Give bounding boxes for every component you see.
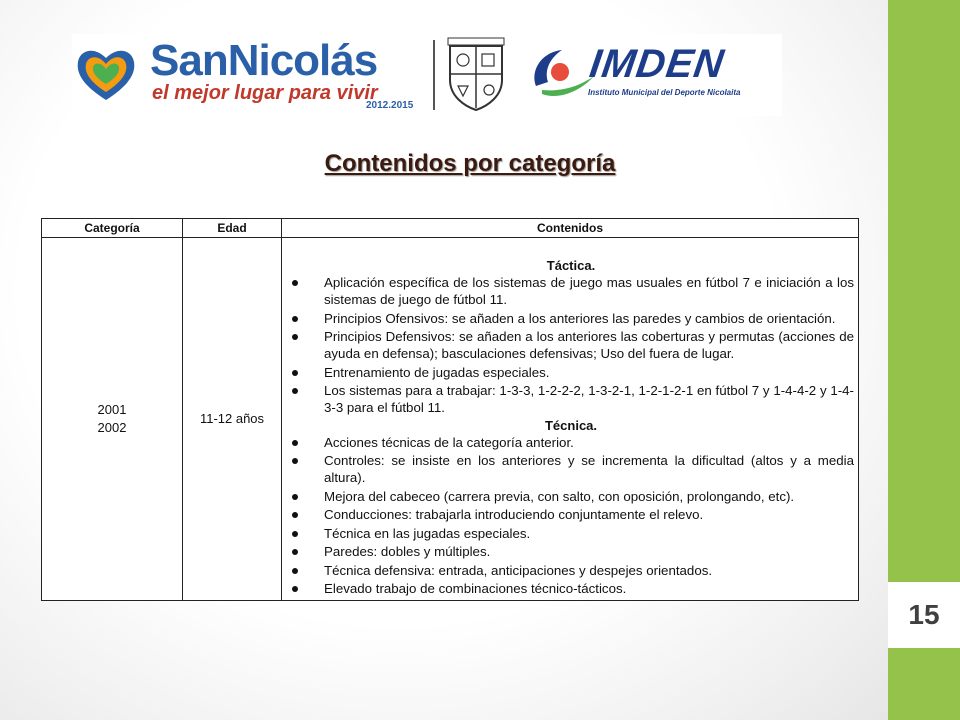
list-item <box>288 452 854 486</box>
bullet-icon <box>292 280 298 286</box>
page-number: 15 <box>908 599 940 630</box>
list-item <box>288 543 854 560</box>
list-item-text: Aplicación específica de los sistemas de juego mas usuales en fútbol 7 e iniciación a los sistemas de juego de fútbol 11. <box>324 275 854 307</box>
list-item <box>288 488 854 505</box>
category-year: 2001 <box>97 401 127 417</box>
logo-banner <box>72 34 782 116</box>
header-age: Edad <box>183 219 282 238</box>
list-item <box>288 364 854 381</box>
list-item <box>288 562 854 579</box>
bullet-icon <box>292 531 298 537</box>
category-year: 2002 <box>97 419 127 435</box>
list-item-text: Conducciones: trabajarla introduciendo conjuntamente el relevo. <box>324 507 704 522</box>
heart-map-icon <box>74 42 138 104</box>
page-number-box <box>888 582 960 648</box>
list-item-text: Elevado trabajo de combinaciones técnico-tácticos. <box>324 581 627 596</box>
list-item <box>288 525 854 542</box>
logo-years: 2012.2015 <box>366 100 414 111</box>
list-item-text: Técnica defensiva: entrada, anticipaciones y despejes orientados. <box>324 562 713 578</box>
bullet-icon <box>292 370 298 376</box>
contents-table <box>41 218 859 601</box>
bullet-icon <box>292 458 298 464</box>
bullet-icon <box>292 512 298 518</box>
imden-subtitle: Instituto Municipal del Deporte Nicolaita <box>588 88 741 97</box>
list-item-text: Técnica en las jugadas especiales. <box>324 525 531 541</box>
list-item <box>288 382 854 416</box>
imden-logo <box>528 40 778 106</box>
bullet-icon <box>292 388 298 394</box>
list-item-text: Controles: se insiste en los anteriores y se incrementa la dificultad (altos y a media altura). <box>324 453 854 485</box>
imden-name: IMDEN <box>586 42 728 86</box>
bullet-icon <box>292 316 298 322</box>
list-item <box>288 310 854 327</box>
header-contents: Contenidos <box>282 219 859 238</box>
list-item-text: Los sistemas para a trabajar: 1-3-3, 1-2-2-2, 1-3-2-1, 1-2-1-2-1 en fútbol 7 y 1-4-4-2 y 1-4-3-3 para el fútbol 11. <box>324 383 854 415</box>
bullet-icon <box>292 334 298 340</box>
list-item-text: Principios Defensivos: se añaden a los anteriores las coberturas y permutas (acciones de ayuda en defensa); basculaciones defensivas; Uso del fuera de lugar. <box>324 329 854 361</box>
logo-divider <box>433 40 435 110</box>
bullet-icon <box>292 586 298 592</box>
bullet-icon <box>292 494 298 500</box>
logo-tagline: el mejor lugar para vivir <box>152 82 378 104</box>
list-item-text: Paredes: dobles y múltiples. <box>324 544 491 559</box>
tactics-list <box>288 274 854 416</box>
list-item <box>288 328 854 362</box>
section-title: Táctica. <box>546 258 596 273</box>
list-item <box>288 506 854 523</box>
list-item-text: Principios Ofensivos: se añaden a los anteriores las paredes y cambios de orientación. <box>324 310 836 326</box>
page-title <box>0 150 940 178</box>
table-header-row <box>42 219 859 238</box>
bullet-icon <box>292 440 298 446</box>
list-item-text: Mejora del cabeceo (carrera previa, con salto, con oposición, prolongando, etc). <box>324 488 795 504</box>
bullet-icon <box>292 549 298 555</box>
list-item <box>288 274 854 308</box>
municipal-seal-icon <box>442 36 510 112</box>
page-title-text: Contenidos por categoría <box>324 150 616 177</box>
list-item <box>288 434 854 451</box>
list-item-text: Acciones técnicas de la categoría anterior. <box>324 434 574 450</box>
bullet-icon <box>292 568 298 574</box>
age-cell: 11-12 años <box>183 238 282 601</box>
list-item-text: Entrenamiento de jugadas especiales. <box>324 364 550 380</box>
logo-name: SanNicolás <box>150 36 378 85</box>
list-item <box>288 580 854 597</box>
section-title: Técnica. <box>544 417 598 433</box>
san-nicolas-logo <box>72 36 432 114</box>
header-category: Categoría <box>42 219 183 238</box>
category-cell <box>42 238 183 601</box>
contents-cell <box>282 238 859 601</box>
technique-list <box>288 434 854 598</box>
table-row <box>42 238 859 601</box>
